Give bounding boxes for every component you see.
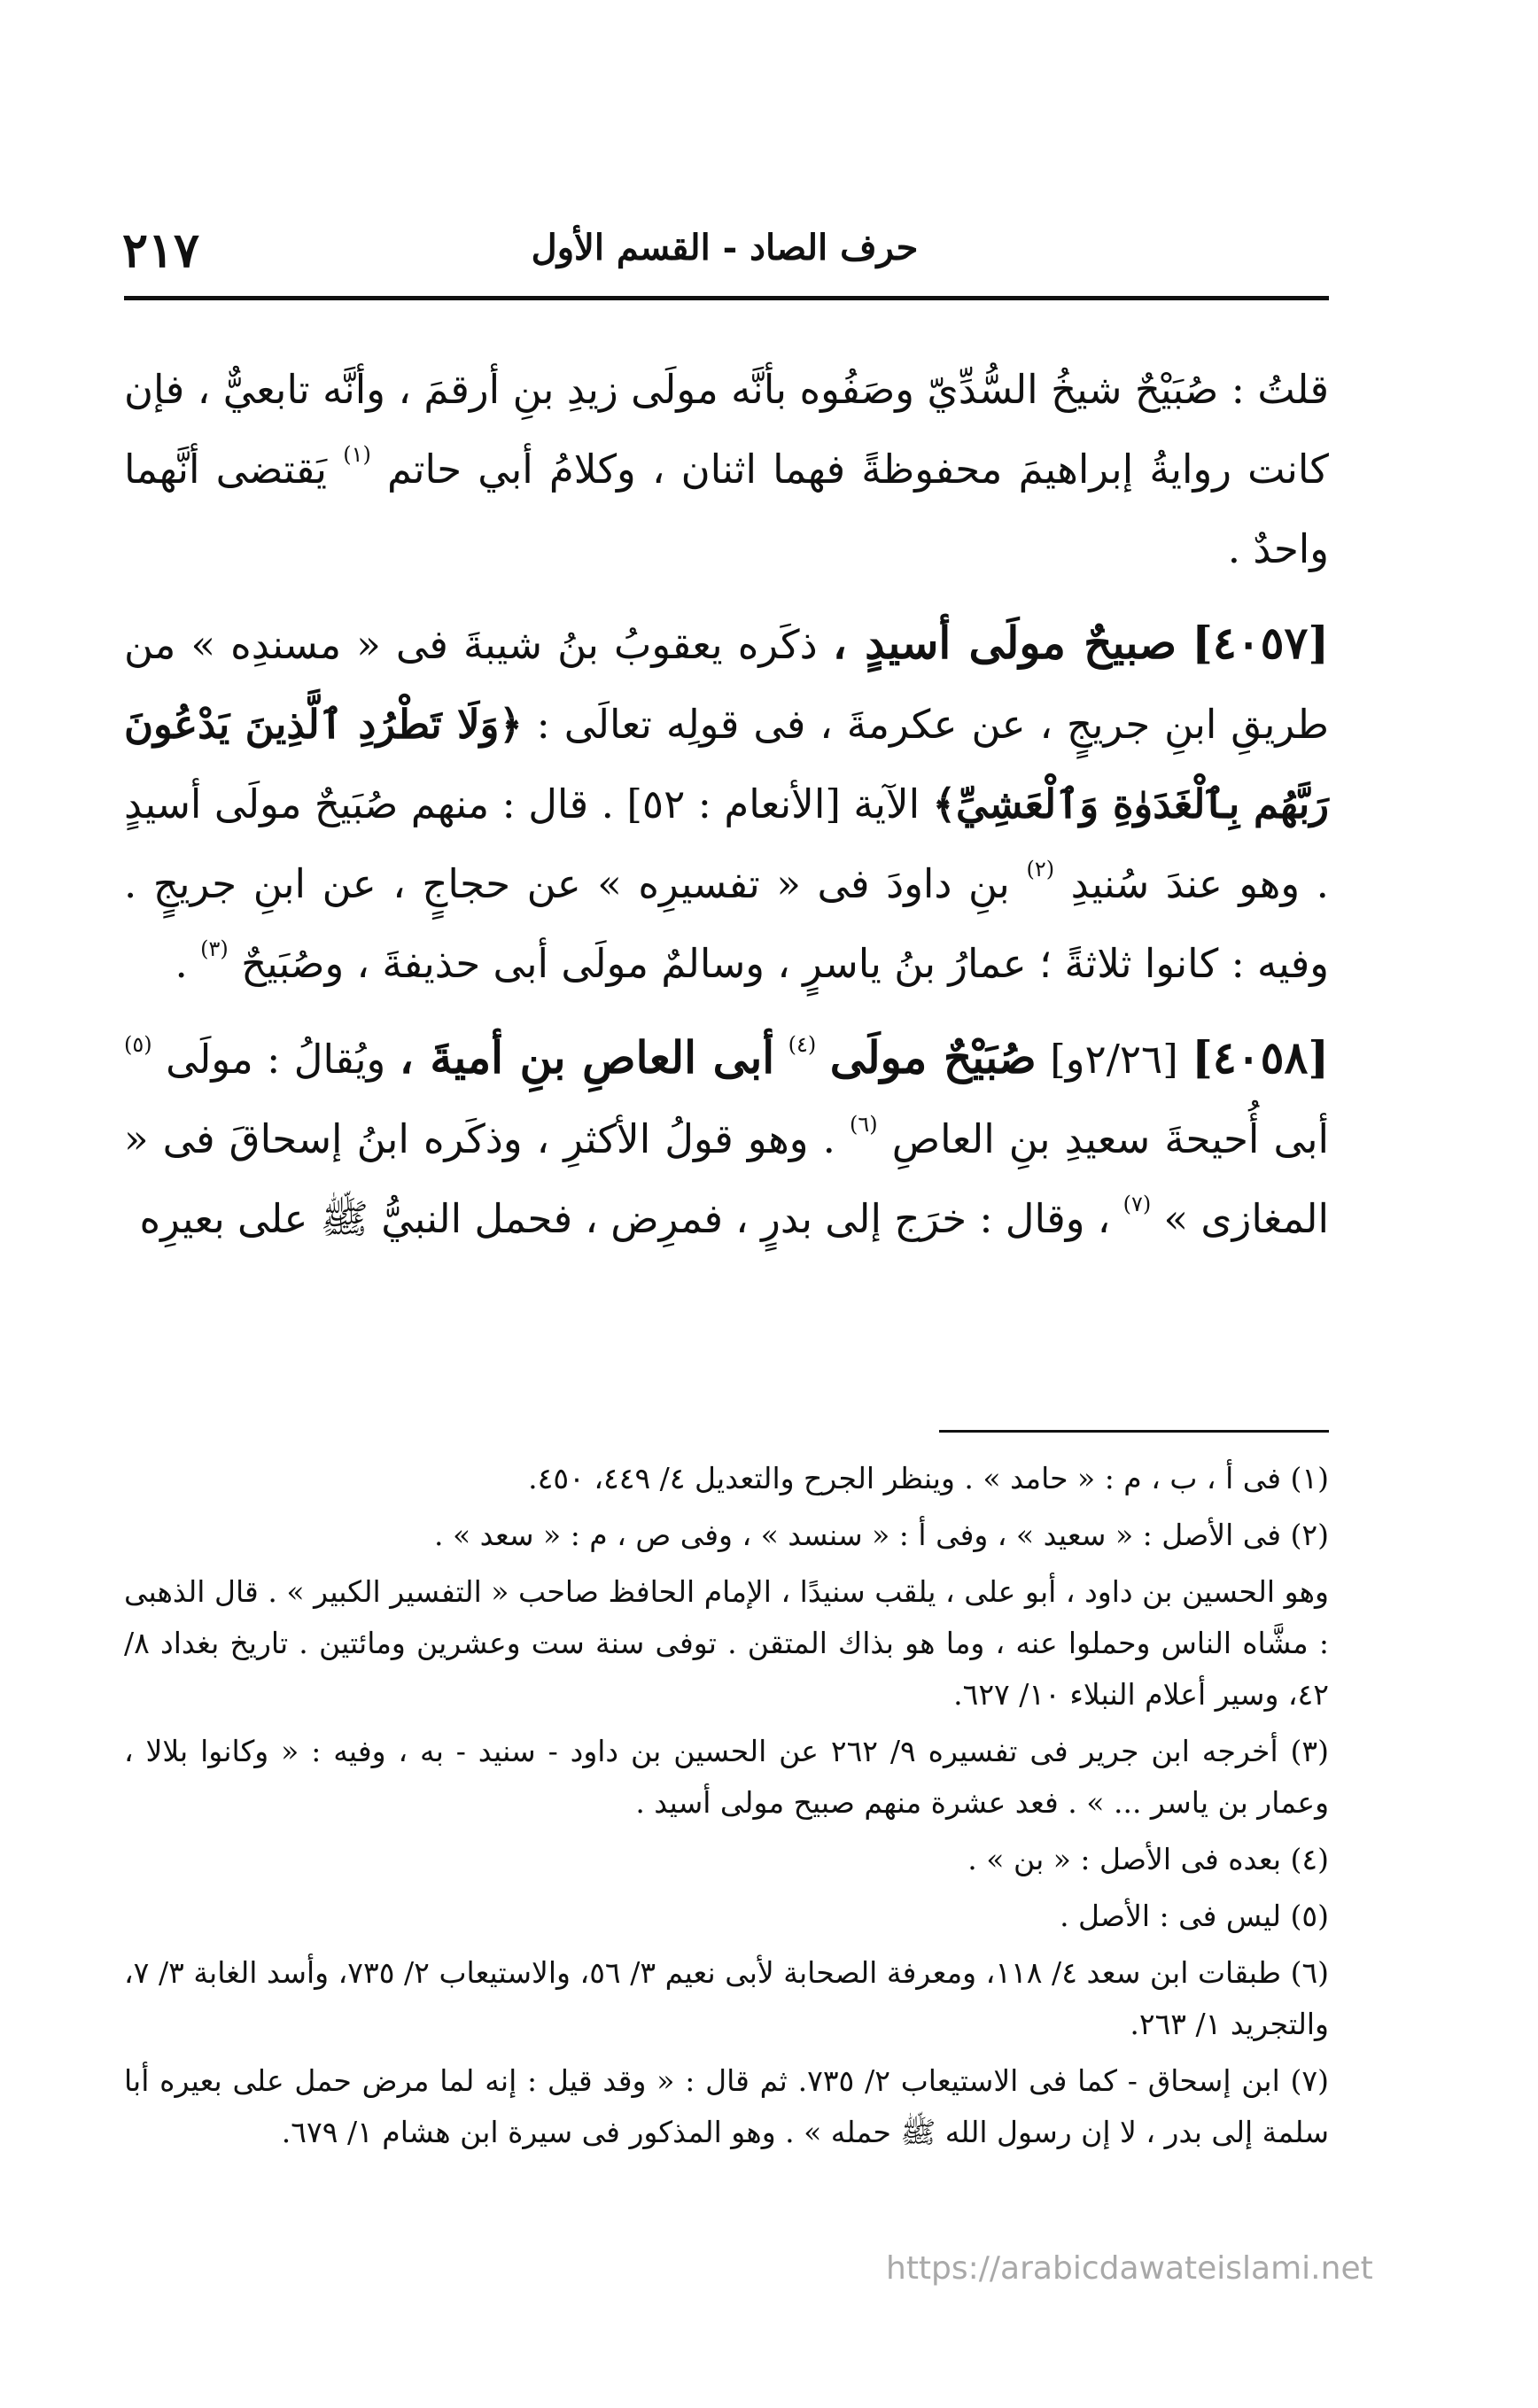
entry-number: [٤٠٥٧] bbox=[1192, 617, 1329, 669]
entry-text: ، وقال : خرَج إلى بدرٍ ، فمرِض ، فحمل النبيُّ ﷺ على بعيرِه bbox=[139, 1195, 1111, 1242]
footnotes bbox=[124, 1453, 1329, 2163]
footnote-text: ليس فى : الأصل . bbox=[1060, 1899, 1282, 1933]
footnote-text: أخرجه ابن جرير فى تفسيره ٩/ ٢٦٢ عن الحسين بن داود - سنيد - به ، وفيه : « وكانوا بلالا ، وعمار بن ياسر ... » . فعد عشرة منهم صبيح مولى أسيد . bbox=[124, 1734, 1329, 1820]
footnote-text: بعده فى الأصل : « بن » . bbox=[967, 1842, 1282, 1876]
footnote-label: (٣) bbox=[1290, 1734, 1329, 1768]
running-header bbox=[122, 221, 1327, 284]
footnote-5 bbox=[124, 1891, 1329, 1942]
footnote-label: (٥) bbox=[1290, 1899, 1329, 1933]
main-text bbox=[124, 350, 1329, 1273]
footnote-text: فى أ ، ب ، م : « حامد » . وينظر الجرح والتعديل ٤/ ٤٤٩، ٤٥٠. bbox=[528, 1461, 1282, 1495]
quran-quote: ﴿وَلَا تَطْرُدِ ٱلَّذِينَ يَدْعُونَ رَبَّهُم بِٱلْغَدَوٰةِ وَٱلْعَشِيِّ﴾ bbox=[124, 701, 1329, 827]
footnote-ref-2[interactable]: (٢) bbox=[1026, 857, 1055, 882]
entry-text: ذكَره يعقوبُ بنُ شيبةَ فى « مسندِه » من طريقِ ابنِ جريجٍ ، عن عكرمةَ ، فى قولِه تعالَى : bbox=[124, 621, 1329, 748]
page-number: ٢١٧ bbox=[122, 221, 200, 278]
footnote-text: ابن إسحاق - كما فى الاستيعاب ٢/ ٧٣٥. ثم قال : « وقد قيل : إنه لما مرض حمل على بعيره أبا سلمة إلى بدر ، لا إن رسول الله ﷺ حمله » . وهو المذكور فى سيرة ابن هشام ١/ ٦٧٩. bbox=[124, 2063, 1329, 2149]
footnote-ref-5[interactable]: (٥) bbox=[124, 1032, 152, 1057]
header-rule bbox=[124, 296, 1329, 300]
footnote-text: طبقات ابن سعد ٤/ ١١٨، ومعرفة الصحابة لأبى نعيم ٣/ ٥٦، والاستيعاب ٢/ ٧٣٥، وأسد الغابة ٣/ ٧، والتجريد ١/ ٢٦٣. bbox=[124, 1955, 1329, 2041]
paragraph-text: قلتُ : صُبَيْحٌ شيخُ السُّدِّيّ وصَفُوه بأنَّه مولَى زيدِ بنِ أرقمَ ، وأنَّه تابعيٌّ ، فإن كانت روايةُ إبراهيمَ محفوظةً فهما اثنان ، وكلامُ أبي حاتم bbox=[124, 366, 1329, 493]
footnote-text: فى الأصل : « سعيد » ، وفى أ : « سنسد » ، وفى ص ، م : « سعد » . bbox=[433, 1518, 1282, 1552]
footnote-ref-4[interactable]: (٤) bbox=[788, 1032, 817, 1057]
entry-text: ويُقالُ : مولَى bbox=[166, 1036, 386, 1083]
footnote-label: (١) bbox=[1290, 1461, 1329, 1495]
entry-name-cont: أبى العاصِ بنِ أميةَ ، bbox=[399, 1031, 775, 1084]
watermark-url: https://arabicdawateislami.net bbox=[886, 2250, 1373, 2287]
entry-text: أبى أُحيحةَ سعيدِ بنِ العاصِ bbox=[891, 1115, 1330, 1162]
footnote-4 bbox=[124, 1834, 1329, 1885]
footnote-7 bbox=[124, 2055, 1329, 2158]
folio-marker: [٢/٢٦و] bbox=[1050, 1036, 1178, 1083]
footnote-label: (٧) bbox=[1290, 2063, 1329, 2098]
paragraph-text-end: يَقتضى أنَّهما واحدٌ . bbox=[124, 446, 1329, 572]
footnote-ref-7[interactable]: (٧) bbox=[1122, 1192, 1152, 1216]
entry-text-end: . bbox=[175, 940, 188, 987]
footnote-label: (٦) bbox=[1290, 1955, 1330, 1990]
entry-name: صبيحٌ مولَى أسيدٍ ، bbox=[832, 617, 1177, 669]
footnote-ref-6[interactable]: (٦) bbox=[849, 1112, 878, 1137]
entry-text: بنِ داودَ فى « تفسيرِه » عن حجاجٍ ، عن ابنِ جريجٍ . وفيه : كانوا ثلاثةً ؛ عمارُ بنُ ياسرٍ ، وسالمٌ مولَى أبى حذيفةَ ، وصُبَيحٌ bbox=[124, 860, 1329, 987]
footnote-3 bbox=[124, 1726, 1329, 1829]
paragraph-note bbox=[124, 350, 1329, 589]
footnote-label: (٤) bbox=[1290, 1842, 1329, 1876]
footnote-rule bbox=[939, 1430, 1329, 1433]
footnote-text: وهو الحسين بن داود ، أبو على ، يلقب سنيدًا ، الإمام الحافظ صاحب « التفسير الكبير » . قال الذهبى : مشَّاه الناس وحملوا عنه ، وما هو بذاك المتقن . توفى سنة ست وعشرين ومائتين . تاريخ بغداد ٨/ ٤٢، وسير أعلام النبلاء ١٠/ ٦٢٧. bbox=[124, 1574, 1329, 1712]
footnote-6 bbox=[124, 1947, 1329, 2050]
entry-text: . وهو قولُ الأكثرِ ، وذكَره ابنُ إسحاقَ فى « المغازى » bbox=[124, 1115, 1329, 1242]
entry-name: صُبَيْحٌ مولَى bbox=[829, 1031, 1037, 1084]
footnote-ref-1[interactable]: (١) bbox=[343, 442, 371, 467]
entry-number: [٤٠٥٨] bbox=[1192, 1031, 1330, 1084]
running-title: حرف الصاد - القسم الأول bbox=[531, 227, 919, 268]
footnote-2-continued bbox=[124, 1566, 1329, 1721]
footnote-2 bbox=[124, 1510, 1329, 1561]
entry-4058 bbox=[124, 1018, 1329, 1259]
footnote-label: (٢) bbox=[1290, 1518, 1329, 1552]
entry-4057 bbox=[124, 603, 1329, 1004]
footnote-1 bbox=[124, 1453, 1329, 1504]
footnote-ref-3[interactable]: (٣) bbox=[200, 936, 229, 961]
entry-text: الآية [الأنعام : ٥٢] . قال : منهم صُبَيحٌ مولَى أسيدٍ . وهو عندَ سُنيدِ bbox=[124, 781, 1329, 907]
